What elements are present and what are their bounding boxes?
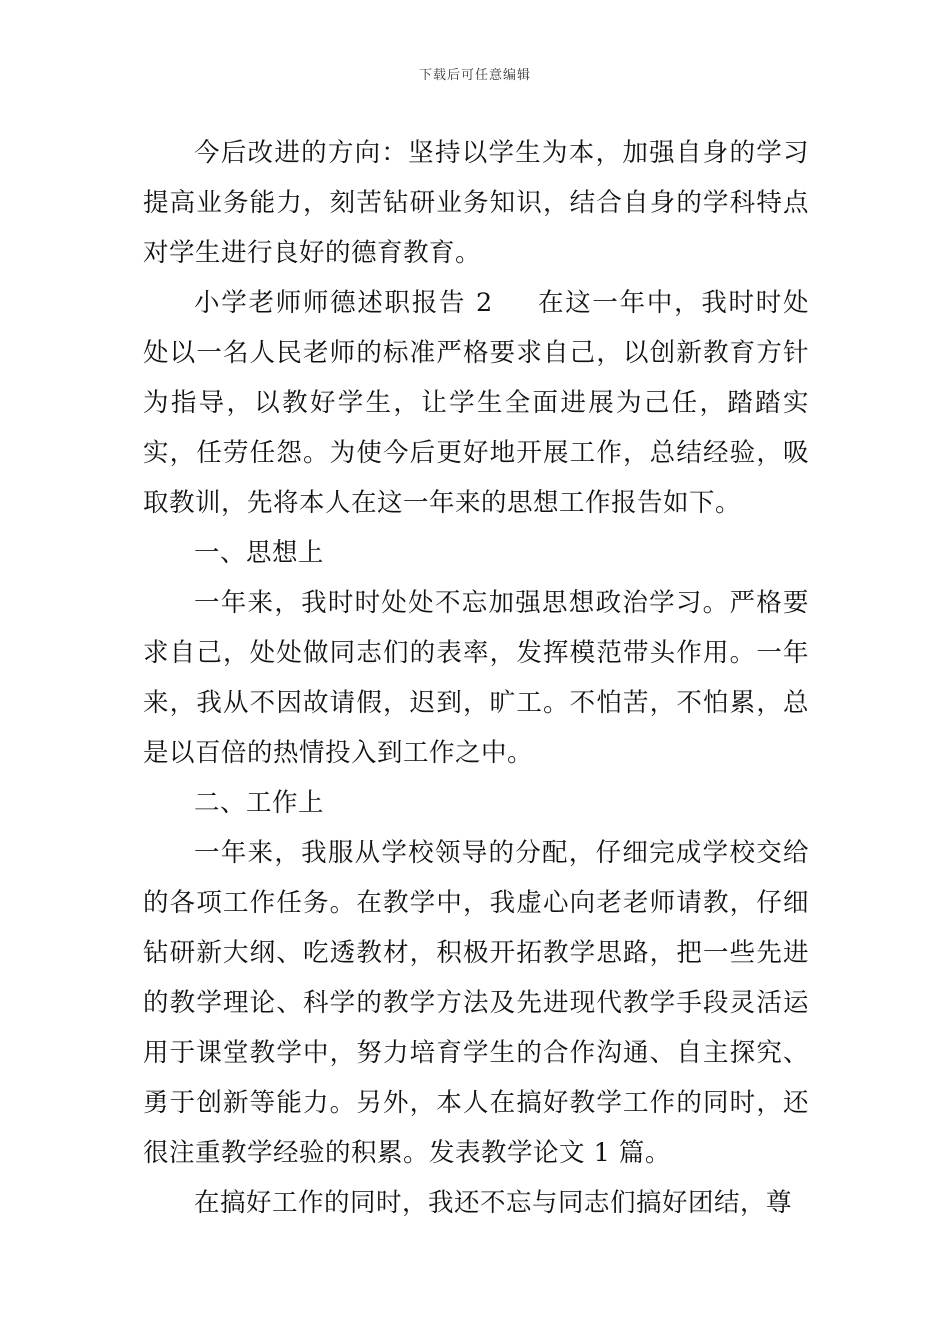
paragraph-report-intro bbox=[143, 278, 809, 528]
section-heading-thought: 一、思想上 bbox=[194, 538, 325, 568]
page-header: 下载后可任意编辑 bbox=[418, 68, 531, 83]
document-body bbox=[143, 128, 809, 1228]
report-title: 小学老师师德述职报告 2 bbox=[194, 288, 493, 318]
report-intro-text: 在这一年中，我时时处处以一名人民老师的标准严格要求自己，以创新教育方针为指导，以教好学生，让学生全面进展为己任，踏踏实实，任劳任怨。为使今后更好地开展工作，总结经验，吸取教训，先将本人在这一年来的思想工作报告如下。 bbox=[143, 288, 809, 518]
paragraph-thought: 一年来，我时时处处不忘加强思想政治学习。严格要求自己，处处做同志们的表率，发挥模范带头作用。一年来，我从不因故请假，迟到，旷工。不怕苦，不怕累，总是以百倍的热情投入到工作之中。 bbox=[143, 588, 809, 768]
paragraph-work: 一年来，我服从学校领导的分配，仔细完成学校交给的各项工作任务。在教学中，我虚心向老老师请教，仔细钻研新大纲、吃透教材，积极开拓教学思路，把一些先进的教学理论、科学的教学方法及先进现代教学手段灵活运用于课堂教学中，努力培育学生的合作沟通、自主探究、勇于创新等能力。另外，本人在搞好教学工作的同时，还很注重教学经验的积累。发表教学论文 1 篇。 bbox=[143, 838, 809, 1168]
paragraph-unity: 在搞好工作的同时，我还不忘与同志们搞好团结，尊 bbox=[194, 1188, 793, 1218]
section-heading-work: 二、工作上 bbox=[194, 788, 325, 818]
paragraph-improvement: 今后改进的方向：坚持以学生为本，加强自身的学习提高业务能力，刻苦钻研业务知识，结合自身的学科特点对学生进行良好的德育教育。 bbox=[143, 138, 809, 268]
